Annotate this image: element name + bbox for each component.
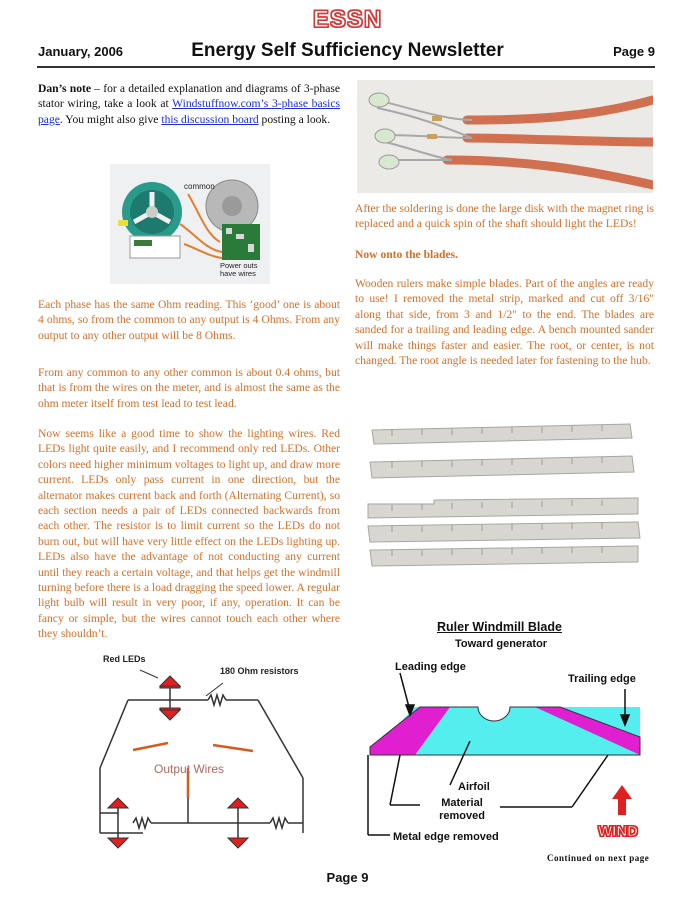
dans-note [38,81,340,127]
label-resistors: 180 Ohm resistors [220,666,299,676]
essn-logo: ESSN [312,6,383,33]
right-para-rulers: Wooden rulers make simple blades. Part of the angles are ready to use! I removed the metal strip, marked and cut off 3/16" along that side, from 3 and 1/2" to the end. The blades are sanded for a trailing and leading edge. A bench mounted sander will make things faster and easier. The root, or center, is not changed. The root angle is needed later for fastening to the hub. [355,277,654,368]
note-text-1: – for a detailed explanation and diagrams of 3-phase stator wiring, take a look at [38,82,340,111]
issue-date: January, 2006 [38,44,124,59]
left-para-ohm-reading: Each phase has the same Ohm reading. This ‘good’ one is about 4 ohms, so from the common to any output is 4 Ohms. From any output to any other output will be 8 Ohms. [38,298,340,342]
left-para-common: From any common to any other common is about 0.4 ohms, but that is from the wires on the meter, and is almost the same as the ohm meter itself from test lead to test lead. [38,366,340,410]
header-rule [37,66,655,68]
wind-label: WIND [598,823,638,840]
material-removed-label: Material removed [439,797,485,822]
label-red-leds: Red LEDs [103,654,146,664]
photo-label-power-outs: Power outs have wires [220,261,258,278]
note-lead: Dan’s note [38,82,92,95]
note-text-2: . You might also give [59,112,162,126]
right-para-soldering: After the soldering is done the large disk with the magnet ring is replaced and a quick spin of the shaft should light the LEDs! [355,202,654,231]
wiring-schematic [88,648,333,858]
discussion-board-link[interactable]: this discussion board [161,112,259,126]
newsletter-title: Energy Self Sufficiency Newsletter [191,40,504,61]
led-wiring-diagram [88,648,333,858]
rulers-drawing [362,418,648,578]
blade-cross-section [360,655,655,855]
metal-edge-removed-label: Metal edge removed [393,831,499,843]
stator-photo [110,164,270,284]
left-para-leds: Now seems like a good time to show the lighting wires. Red LEDs light quite easily, and I recommend only red LEDs. Other colors need higher minimum voltages to light up, and draw more current. LEDs only pass current in one direction, but the alternator makes current back and forth (Alternating Current), so each section needs a pair of LEDs connected backwards from each other. The resistor is to limit current so the LEDs do not burn out, but will have very little effect on the LEDs lighting up. LEDs also have the advantage of not conducting any current until they reach a certain voltage, and that helps get the windmill turning before there is a load dragging the speed lower. A regular light bulb will result in very poor, if any, operation. It can be fancy or simple, but the wires cannot touch each other where they shouldn’t. [38,427,340,641]
note-text-3: posting a look. [258,112,331,126]
rulers-photo [362,418,648,578]
airfoil-label: Airfoil [458,781,490,793]
led-wires-drawing [357,80,653,193]
leading-edge-label: Leading edge [395,661,466,673]
trailing-edge-label: Trailing edge [568,673,636,685]
blade-diagram-title: Ruler Windmill Blade [437,620,562,634]
page-footer: Page 9 [326,870,369,885]
right-subhead-blades: Now onto the blades. [355,248,459,261]
toward-generator-label: Toward generator [455,638,548,650]
windstuffnow-link[interactable]: Windstuffnow.com’s 3-phase basics page [38,97,340,126]
continued-note: Continued on next page [547,853,650,863]
label-output-wires: Output Wires [154,762,225,776]
page-number-header: Page 9 [613,44,655,59]
photo-label-common: common [184,182,215,191]
led-wires-photo [357,80,653,193]
